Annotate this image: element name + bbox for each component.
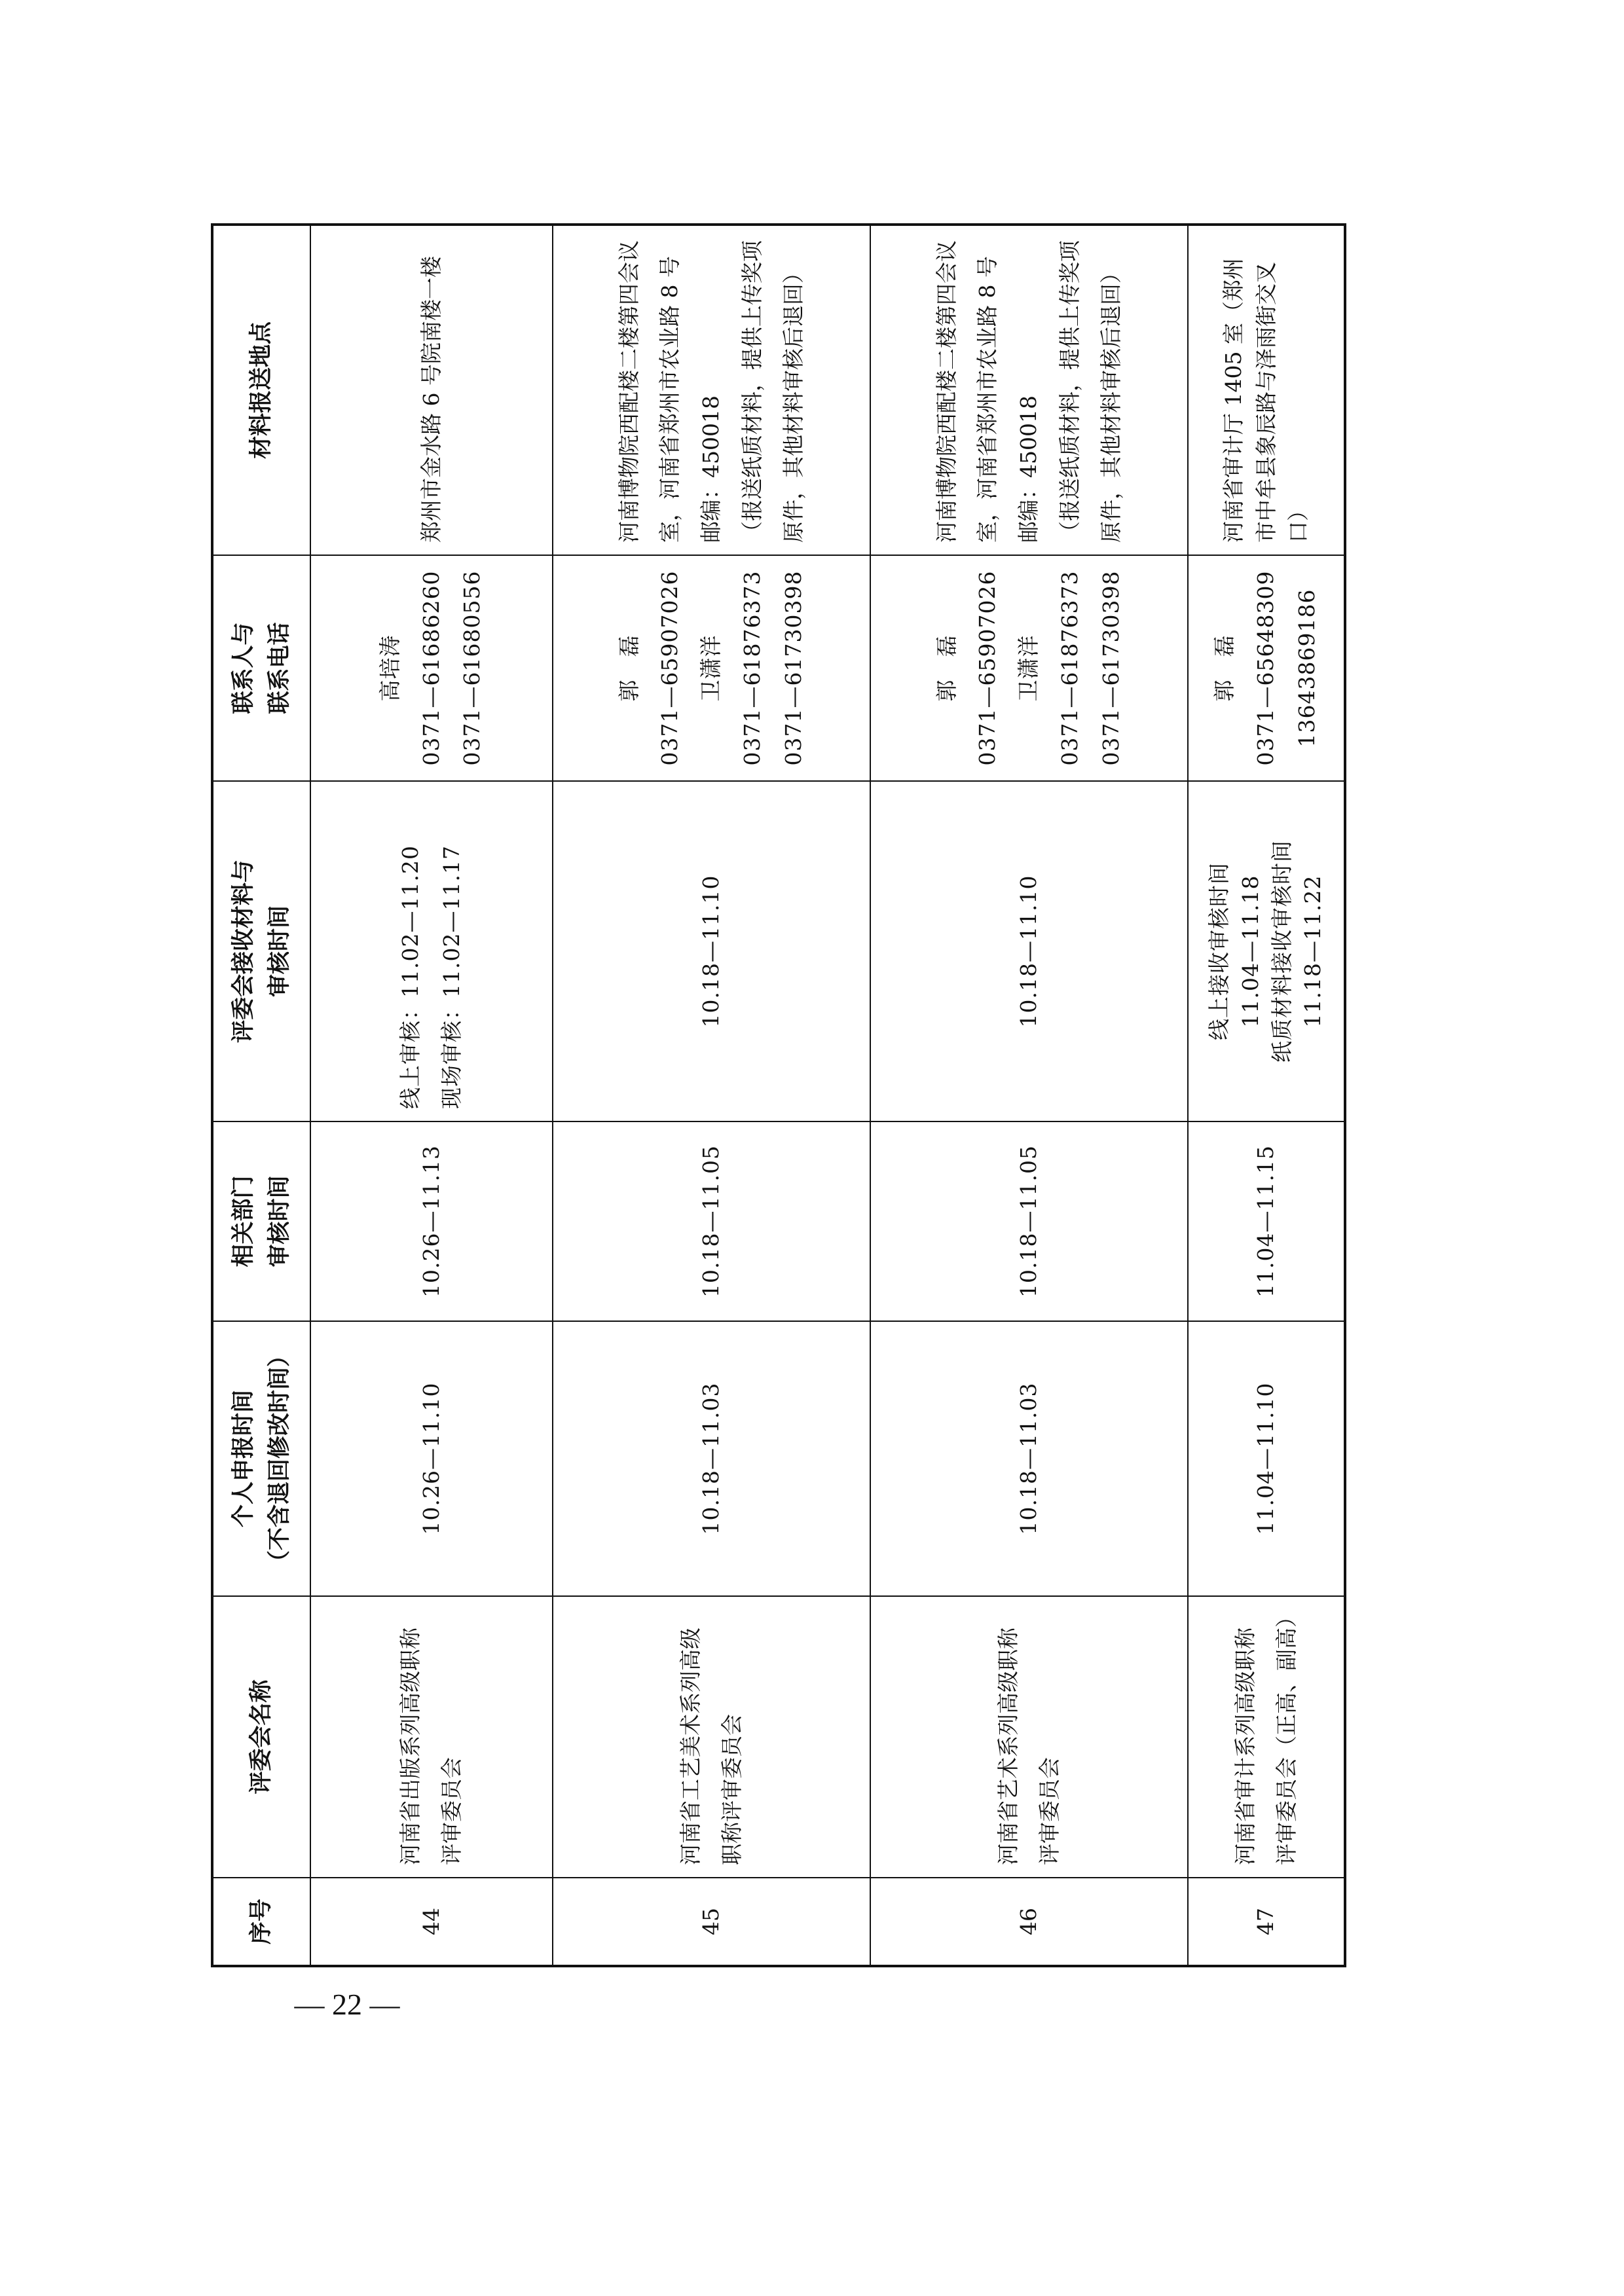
table-row (553, 225, 870, 1966)
header-receive-review: 评委会接收材料与 审核时间 (212, 781, 310, 1121)
receive-review-line: 10.18—11.10 (698, 875, 724, 1028)
header-no: 序号 (212, 1878, 310, 1966)
apply-time: 10.18—11.03 (553, 1321, 870, 1596)
apply-time: 10.18—11.03 (870, 1321, 1188, 1596)
contact-name: 卫潇洋 (698, 634, 724, 702)
submission-address: 河南博物院西配楼二楼第四会议室，河南省郑州市农业路 8 号 邮编：450018 （报送纸质材料，提供上传奖项原件，其他材料审核后退回） (553, 225, 870, 555)
receive-review-line: 现场审核：11.02—11.17 (439, 845, 464, 1109)
receive-review-line: 纸质材料接收审核时间 (1268, 840, 1295, 1063)
dept-review-time: 10.18—11.05 (553, 1121, 870, 1321)
dept-review-time: 10.18—11.05 (870, 1121, 1188, 1321)
contact-phone: 0371—61730398 (780, 570, 806, 766)
receive-review-line: 线上审核：11.02—11.20 (397, 845, 424, 1109)
row-no: 45 (553, 1878, 870, 1966)
receive-review-time (310, 781, 553, 1121)
contact-name: 郭 磊 (933, 634, 959, 702)
contact-phone: 0371—61730398 (1098, 570, 1124, 766)
contacts (310, 555, 553, 781)
receive-review-time (553, 781, 870, 1121)
submission-address: 郑州市金水路 6 号院南楼一楼 (310, 225, 553, 555)
table-row (310, 225, 553, 1966)
submission-address: 河南省审计厅 1405 室（郑州市中牟县象辰路与泽雨街交叉口） (1188, 225, 1345, 555)
rotated-table-frame (211, 226, 1346, 1967)
receive-review-line: 线上接收审核时间 (1206, 862, 1232, 1040)
review-schedule-table (211, 223, 1346, 1967)
apply-time: 11.04—11.10 (1188, 1321, 1345, 1596)
row-no: 47 (1188, 1878, 1345, 1966)
dept-review-time: 10.26—11.13 (310, 1121, 553, 1321)
table-row (870, 225, 1188, 1966)
receive-review-line: 11.04—11.18 (1237, 875, 1263, 1028)
row-no: 44 (310, 1878, 553, 1966)
header-contacts: 联系人与 联系电话 (212, 555, 310, 781)
dept-review-time: 11.04—11.15 (1188, 1121, 1345, 1321)
contact-phone: 0371—61876373 (1056, 570, 1082, 766)
receive-review-time (870, 781, 1188, 1121)
header-committee: 评委会名称 (212, 1596, 310, 1878)
contacts (1188, 555, 1345, 781)
contact-phone: 0371—65648309 (1253, 570, 1279, 766)
committee-name: 河南省工艺美术系列高级职称评审委员会 (553, 1596, 870, 1878)
apply-time: 10.26—11.10 (310, 1321, 553, 1596)
table-row (1188, 225, 1345, 1966)
committee-name: 河南省审计系列高级职称评审委员会（正高、副高） (1188, 1596, 1345, 1878)
contact-phone: 13643869186 (1293, 589, 1320, 748)
header-apply-time: 个人申报时间 （不含退回修改时间） (212, 1321, 310, 1596)
contacts (553, 555, 870, 781)
contact-name: 郭 磊 (1211, 634, 1238, 702)
header-row (212, 225, 310, 1966)
row-no: 46 (870, 1878, 1188, 1966)
contact-phone: 0371—65907026 (974, 570, 1001, 766)
receive-review-line: 11.18—11.22 (1300, 875, 1326, 1028)
contact-phone: 0371—65907026 (657, 570, 683, 766)
receive-review-time (1188, 781, 1345, 1121)
contact-name: 郭 磊 (616, 634, 642, 702)
receive-review-line: 10.18—11.10 (1016, 875, 1042, 1028)
page-number: — 22 — (294, 1988, 400, 2021)
contact-name: 高培涛 (377, 634, 403, 702)
contact-phone: 0371—61876373 (739, 570, 765, 766)
submission-address: 河南博物院西配楼二楼第四会议室，河南省郑州市农业路 8 号 邮编：450018 （报送纸质材料，提供上传奖项原件，其他材料审核后退回） (870, 225, 1188, 555)
contact-name: 卫潇洋 (1016, 634, 1042, 702)
header-address: 材料报送地点 (212, 225, 310, 555)
contacts (870, 555, 1188, 781)
committee-name: 河南省艺术系列高级职称评审委员会 (870, 1596, 1188, 1878)
contact-phone: 0371—61680556 (459, 570, 485, 766)
contact-phone: 0371—61686260 (418, 570, 444, 766)
committee-name: 河南省出版系列高级职称评审委员会 (310, 1596, 553, 1878)
header-dept-review: 相关部门 审核时间 (212, 1121, 310, 1321)
